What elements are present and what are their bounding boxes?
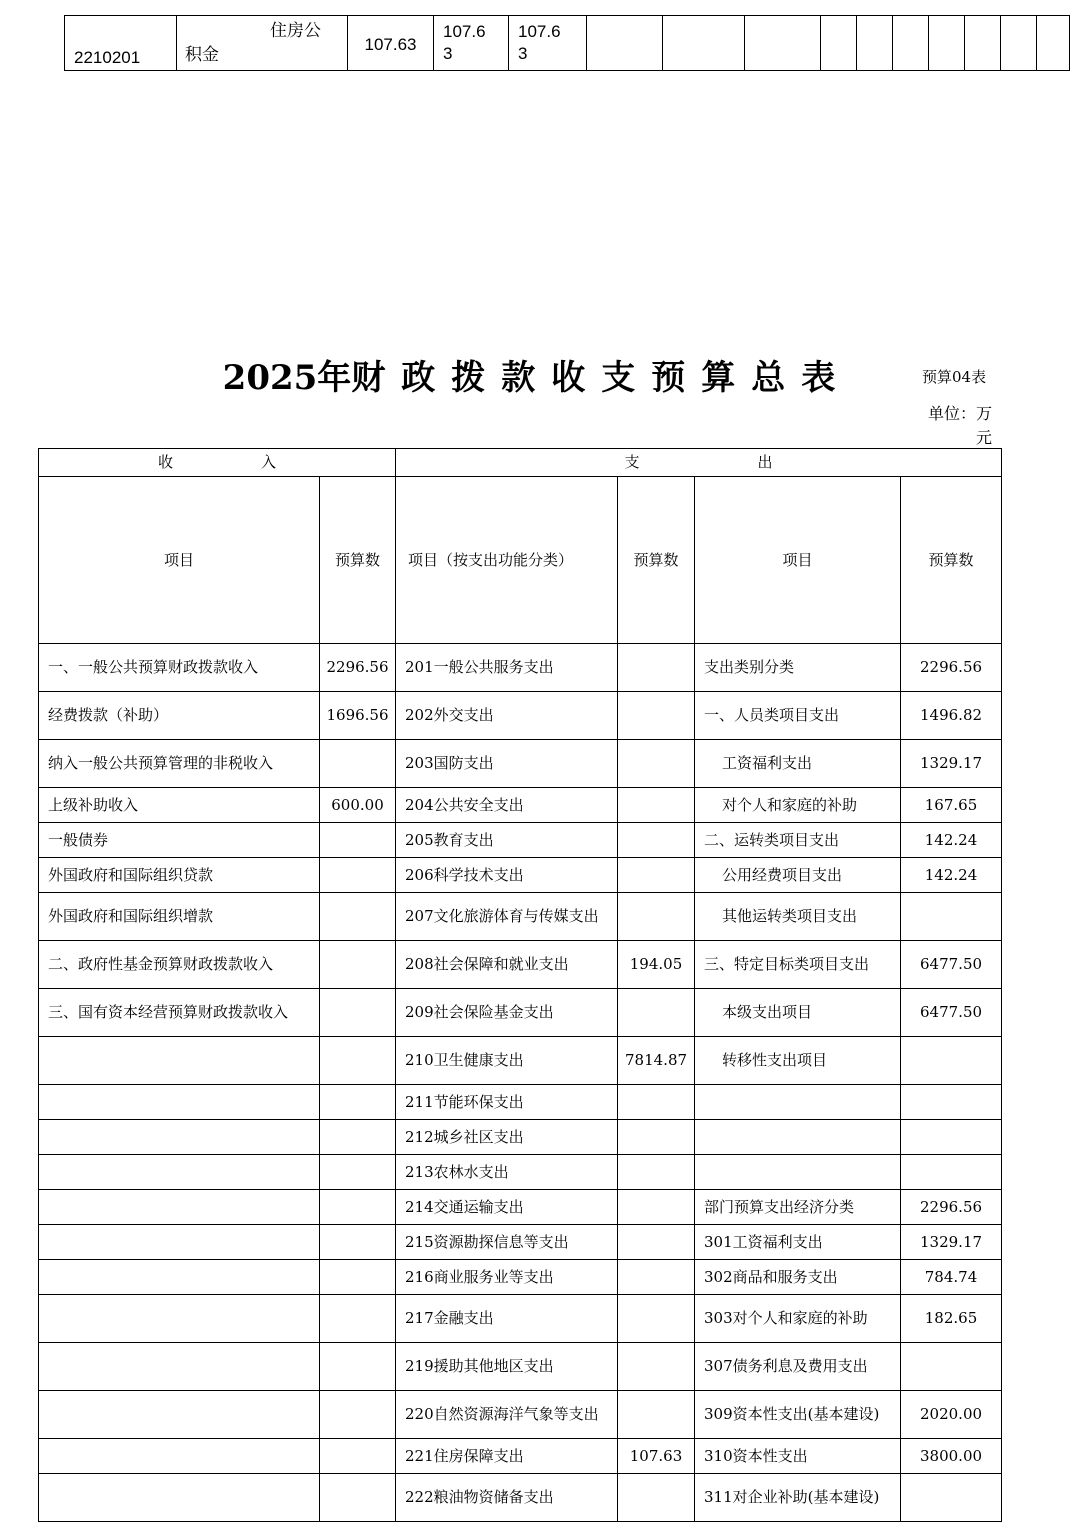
expense-item: 部门预算支出经济分类 [695,1190,901,1225]
function-item: 219援助其他地区支出 [396,1343,618,1391]
amount-wrapped: 107.6 3 [443,22,486,63]
expense-item: 301工资福利支出 [695,1225,901,1260]
col-header-expense-item: 项目 [695,477,901,644]
table-row [39,1037,1002,1085]
expense-amount: 167.65 [901,788,1002,823]
income-amount [320,1391,396,1439]
expense-item: 二、运转类项目支出 [695,823,901,858]
income-item [39,1155,320,1190]
income-item: 外国政府和国际组织贷款 [39,858,320,893]
function-item: 205教育支出 [396,823,618,858]
table-row [39,858,1002,893]
income-amount [320,1295,396,1343]
income-header-text: 收入 [158,453,365,471]
expense-amount: 1329.17 [901,1225,1002,1260]
table-row [39,1190,1002,1225]
expense-amount: 182.65 [901,1295,1002,1343]
empty-cell [857,16,893,71]
function-item: 215资源勘探信息等支出 [396,1225,618,1260]
account-name-line2: 积金 [185,45,219,64]
income-amount [320,1120,396,1155]
expense-amount: 3800.00 [901,1439,1002,1474]
function-amount [618,823,695,858]
income-amount [320,1225,396,1260]
table-row [65,16,1070,71]
income-item [39,1260,320,1295]
expense-header [396,449,1002,477]
function-item: 212城乡社区支出 [396,1120,618,1155]
expense-amount: 6477.50 [901,989,1002,1037]
function-amount [618,644,695,692]
income-item [39,1225,320,1260]
function-amount [618,740,695,788]
table-row [39,692,1002,740]
function-amount [618,1155,695,1190]
expense-item: 309资本性支出(基本建设) [695,1391,901,1439]
income-amount [320,1343,396,1391]
function-amount [618,1295,695,1343]
expense-item: 支出类别分类 [695,644,901,692]
section-header-row [39,449,1002,477]
table-row [39,788,1002,823]
expense-amount [901,1155,1002,1190]
title-text: 财政拨款收支预算总表 [351,358,852,398]
function-item: 209社会保险基金支出 [396,989,618,1037]
table-row [39,1295,1002,1343]
income-amount [320,823,396,858]
table-row [39,989,1002,1037]
expense-amount [901,1037,1002,1085]
function-amount [618,1391,695,1439]
function-item: 201一般公共服务支出 [396,644,618,692]
function-item: 202外交支出 [396,692,618,740]
table-row [39,1391,1002,1439]
amount-cell: 107.63 [348,16,434,71]
table-row [39,1155,1002,1190]
income-item [39,1085,320,1120]
expense-item: 310资本性支出 [695,1439,901,1474]
function-item: 216商业服务业等支出 [396,1260,618,1295]
function-amount [618,692,695,740]
income-amount [320,1260,396,1295]
income-item: 纳入一般公共预算管理的非税收入 [39,740,320,788]
col-header-function-item: 项目（按支出功能分类） [396,477,618,644]
table-row [39,1225,1002,1260]
table-row [39,823,1002,858]
empty-cell [587,16,663,71]
function-item: 203国防支出 [396,740,618,788]
expense-amount [901,1120,1002,1155]
function-amount [618,1225,695,1260]
income-item [39,1037,320,1085]
table-row [39,1120,1002,1155]
account-name [177,16,348,71]
income-amount [320,989,396,1037]
expense-item: 对个人和家庭的补助 [695,788,901,823]
expense-item: 303对个人和家庭的补助 [695,1295,901,1343]
unit-label: 单位：万元 [927,404,992,447]
empty-cell [821,16,857,71]
page-title [0,350,1074,399]
expense-amount: 1496.82 [901,692,1002,740]
income-amount: 2296.56 [320,644,396,692]
expense-amount: 1329.17 [901,740,1002,788]
function-amount [618,1343,695,1391]
empty-cell [929,16,965,71]
expense-amount: 142.24 [901,858,1002,893]
function-amount [618,989,695,1037]
income-amount [320,893,396,941]
function-item: 204公共安全支出 [396,788,618,823]
column-header-row [39,477,1002,644]
budget-summary-table [38,448,1002,1522]
income-item: 二、政府性基金预算财政拨款收入 [39,941,320,989]
income-item: 三、国有资本经营预算财政拨款收入 [39,989,320,1037]
income-item [39,1343,320,1391]
function-item: 214交通运输支出 [396,1190,618,1225]
expense-item: 其他运转类项目支出 [695,893,901,941]
expense-amount: 2296.56 [901,644,1002,692]
amount-cell [509,16,587,71]
income-header [39,449,396,477]
expense-amount: 2296.56 [901,1190,1002,1225]
table-row [39,644,1002,692]
income-item [39,1439,320,1474]
income-item [39,1190,320,1225]
function-item: 220自然资源海洋气象等支出 [396,1391,618,1439]
expense-item: 本级支出项目 [695,989,901,1037]
expense-amount: 6477.50 [901,941,1002,989]
account-name-line1: 住房公 [270,21,321,40]
income-amount [320,1474,396,1522]
function-item: 210卫生健康支出 [396,1037,618,1085]
function-amount: 194.05 [618,941,695,989]
income-item [39,1474,320,1522]
expense-amount [901,1474,1002,1522]
empty-cell [1001,16,1037,71]
col-header-expense-amount: 预算数 [901,477,1002,644]
expense-item: 311对企业补助(基本建设) [695,1474,901,1522]
income-amount [320,740,396,788]
empty-cell [1037,16,1070,71]
income-amount [320,1439,396,1474]
table-row [39,893,1002,941]
function-amount [618,1085,695,1120]
income-item: 一、一般公共预算财政拨款收入 [39,644,320,692]
expense-item: 302商品和服务支出 [695,1260,901,1295]
income-item: 一般债券 [39,823,320,858]
function-amount [618,1190,695,1225]
expense-item: 三、特定目标类项目支出 [695,941,901,989]
income-item [39,1295,320,1343]
expense-item: 一、人员类项目支出 [695,692,901,740]
empty-cell [965,16,1001,71]
expense-amount [901,1343,1002,1391]
income-amount: 600.00 [320,788,396,823]
expense-item [695,1155,901,1190]
income-amount: 1696.56 [320,692,396,740]
expense-item: 工资福利支出 [695,740,901,788]
expense-amount: 142.24 [901,823,1002,858]
function-amount [618,1474,695,1522]
function-item: 217金融支出 [396,1295,618,1343]
account-code: 2210201 [65,16,177,71]
expense-amount [901,893,1002,941]
table-row [39,941,1002,989]
expense-item [695,1085,901,1120]
function-item: 221住房保障支出 [396,1439,618,1474]
form-number: 预算04表 [922,368,987,386]
expense-amount: 2020.00 [901,1391,1002,1439]
income-item: 经费拨款（补助） [39,692,320,740]
function-item: 206科学技术支出 [396,858,618,893]
empty-cell [663,16,745,71]
table-row [39,1474,1002,1522]
expense-amount [901,1085,1002,1120]
function-amount: 107.63 [618,1439,695,1474]
income-amount [320,1155,396,1190]
function-amount [618,788,695,823]
amount-wrapped: 107.6 3 [518,22,561,63]
function-item: 207文化旅游体育与传媒支出 [396,893,618,941]
title-year: 2025年 [222,358,352,398]
col-header-income-item: 项目 [39,477,320,644]
expense-item: 307债务利息及费用支出 [695,1343,901,1391]
income-item: 上级补助收入 [39,788,320,823]
table-row [39,1085,1002,1120]
expense-amount: 784.74 [901,1260,1002,1295]
table-row [39,1343,1002,1391]
income-amount [320,858,396,893]
expense-header-text: 支出 [624,453,891,471]
expense-item: 公用经费项目支出 [695,858,901,893]
income-amount [320,1190,396,1225]
amount-cell [434,16,509,71]
income-amount [320,1085,396,1120]
col-header-function-amount: 预算数 [618,477,695,644]
table-row [39,1260,1002,1295]
table-row [39,740,1002,788]
function-amount [618,858,695,893]
income-item: 外国政府和国际组织增款 [39,893,320,941]
previous-table-fragment [64,15,1070,71]
function-item: 213农林水支出 [396,1155,618,1190]
function-amount [618,893,695,941]
income-amount [320,941,396,989]
function-amount [618,1260,695,1295]
col-header-income-amount: 预算数 [320,477,396,644]
empty-cell [893,16,929,71]
empty-cell [745,16,821,71]
function-amount [618,1120,695,1155]
function-item: 208社会保障和就业支出 [396,941,618,989]
expense-item [695,1120,901,1155]
table-row [39,1439,1002,1474]
function-amount: 7814.87 [618,1037,695,1085]
income-amount [320,1037,396,1085]
income-item [39,1120,320,1155]
expense-item: 转移性支出项目 [695,1037,901,1085]
income-item [39,1391,320,1439]
function-item: 222粮油物资储备支出 [396,1474,618,1522]
function-item: 211节能环保支出 [396,1085,618,1120]
